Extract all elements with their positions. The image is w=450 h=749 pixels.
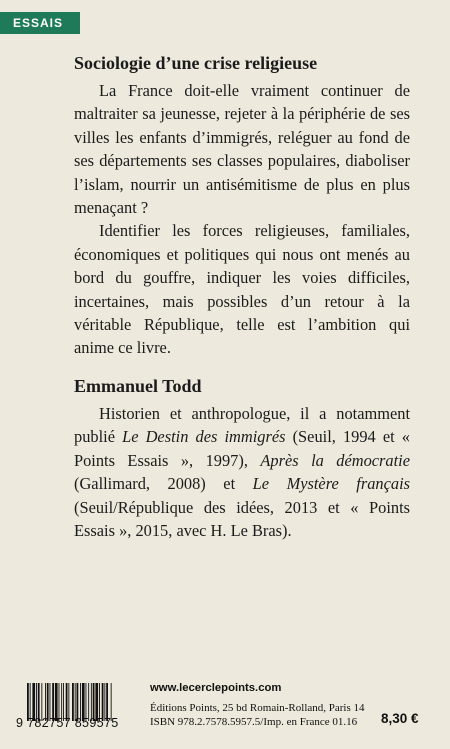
price: 8,30 € — [381, 711, 419, 726]
imprint-info — [150, 701, 365, 729]
back-cover-text — [74, 51, 410, 542]
publisher-address: Éditions Points, 25 bd Romain-Rolland, Paris 14 — [150, 702, 365, 714]
isbn-line: ISBN 978.2.7578.5957.5/Imp. en France 01.16 — [150, 716, 358, 728]
book-title-2: Après la démocratie — [260, 450, 411, 470]
publisher-website: www.lecerclepoints.com — [150, 682, 282, 694]
summary-paragraph-2: Identifier les forces religieuses, familiales, économiques et politiques qui nous ont menés au bord du gouffre, indiquer les voies difficiles, incertaines, mais possibles d’un retour à la véritable République, telle est l’ambition qui anime ce livre. — [74, 221, 410, 358]
collection-label: ESSAIS — [0, 12, 80, 34]
summary-paragraph-1: La France doit-elle vraiment continuer de maltraiter sa jeunesse, rejeter à la périphérie de ses villes les enfants d’immigrés, reléguer au fond de ses départements ses classes populaires, diaboliser l’islam, nourrir un antisémitisme de plus en plus menaçant ? — [74, 81, 410, 218]
book-title-3: Le Mystère français — [252, 474, 410, 494]
author-name: Emmanuel Todd — [74, 375, 202, 396]
barcode-digits: 9 782757 859575 — [16, 716, 119, 730]
author-bio: Historien et anthropologue, il a notamment publié Le Destin des immigrés (Seuil, 1994 et « Points Essais », 1997), Après la démocratie (Gallimard, 2008) et Le Mystère français (Seuil/République des idées, 2013 et « Points Essais », 2015, avec H. Le Bras). — [74, 403, 411, 540]
book-title-1: Le Destin des immigrés — [122, 427, 286, 447]
section-heading: Sociologie d’une crise religieuse — [74, 53, 318, 73]
